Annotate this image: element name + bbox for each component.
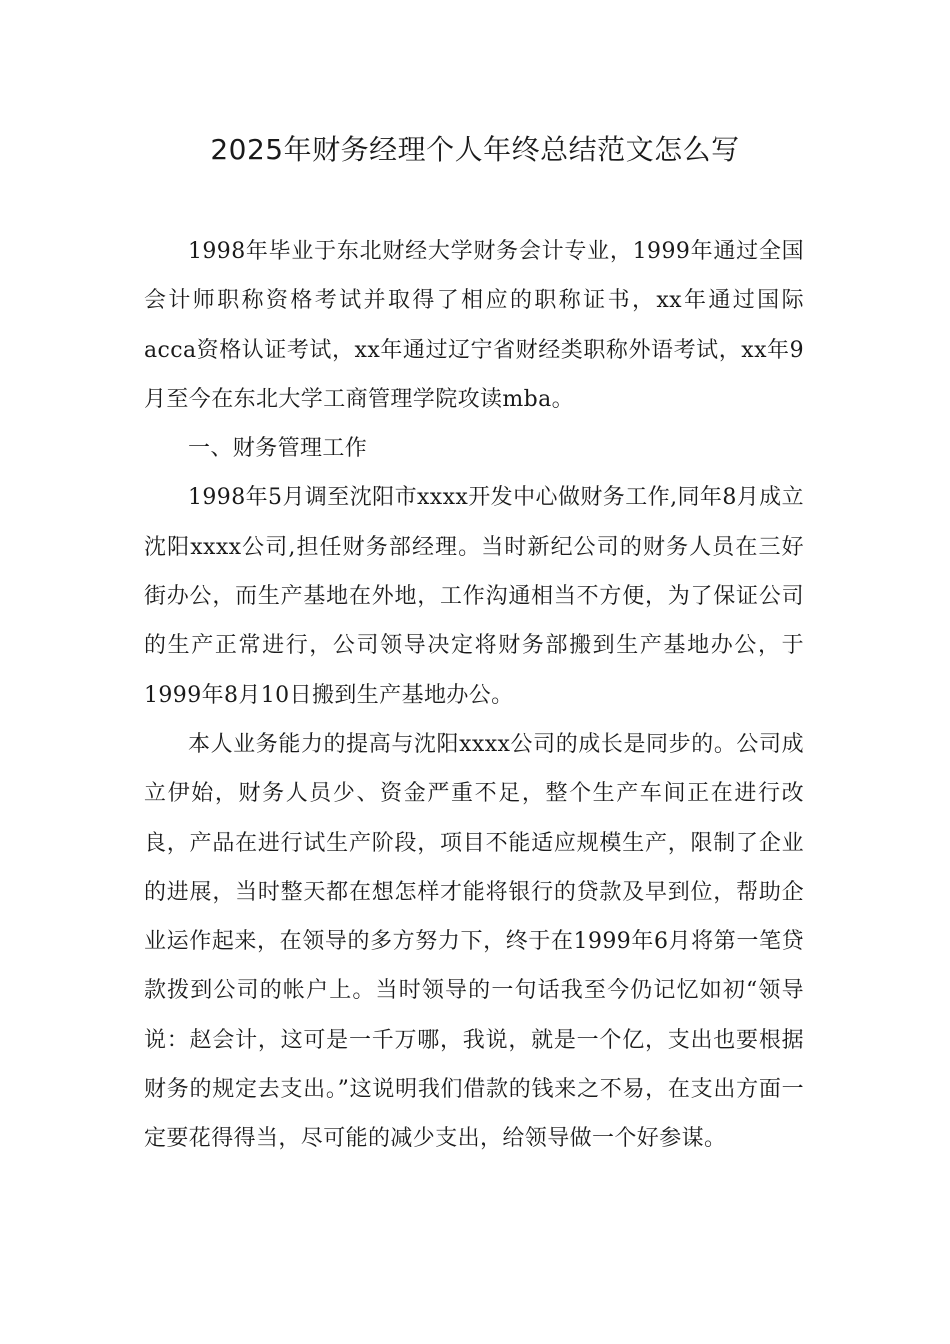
paragraph-work-history: 1998年5月调至沈阳市xxxx开发中心做财务工作,同年8月成立沈阳xxxx公司,担任财务部经理。当时新纪公司的财务人员在三好街办公，而生产基地在外地，工作沟通相当不方便，为了保证公司的生产正常进行，公司领导决定将财务部搬到生产基地办公，于1999年8月10日搬到生产基地办公。	[144, 485, 804, 708]
document-body	[144, 227, 804, 1164]
section-heading-financial-management: 一、财务管理工作	[188, 436, 368, 462]
paragraph-growth: 本人业务能力的提高与沈阳xxxx公司的成长是同步的。公司成立伊始，财务人员少、资金严重不足，整个生产车间正在进行改良，产品在进行试生产阶段，项目不能适应规模生产，限制了企业的进展，当时整天都在想怎样才能将银行的贷款及早到位，帮助企业运作起来，在领导的多方努力下，终于在1999年6月将第一笔贷款拨到公司的帐户上。当时领导的一句话我至今仍记忆如初“领导说：赵会计，这可是一千万哪，我说，就是一个亿，支出也要根据财务的规定去支出。”这说明我们借款的钱来之不易，在支出方面一定要花得得当，尽可能的减少支出，给领导做一个好参谋。	[144, 731, 804, 1152]
paragraph-education: 1998年毕业于东北财经大学财务会计专业，1999年通过全国会计师职称资格考试并取得了相应的职称证书，xx年通过国际acca资格认证考试，xx年通过辽宁省财经类职称外语考试，xx年9月至今在东北大学工商管理学院攻读mba。	[144, 239, 804, 412]
document-title: 2025年财务经理个人年终总结范文怎么写	[210, 133, 740, 166]
